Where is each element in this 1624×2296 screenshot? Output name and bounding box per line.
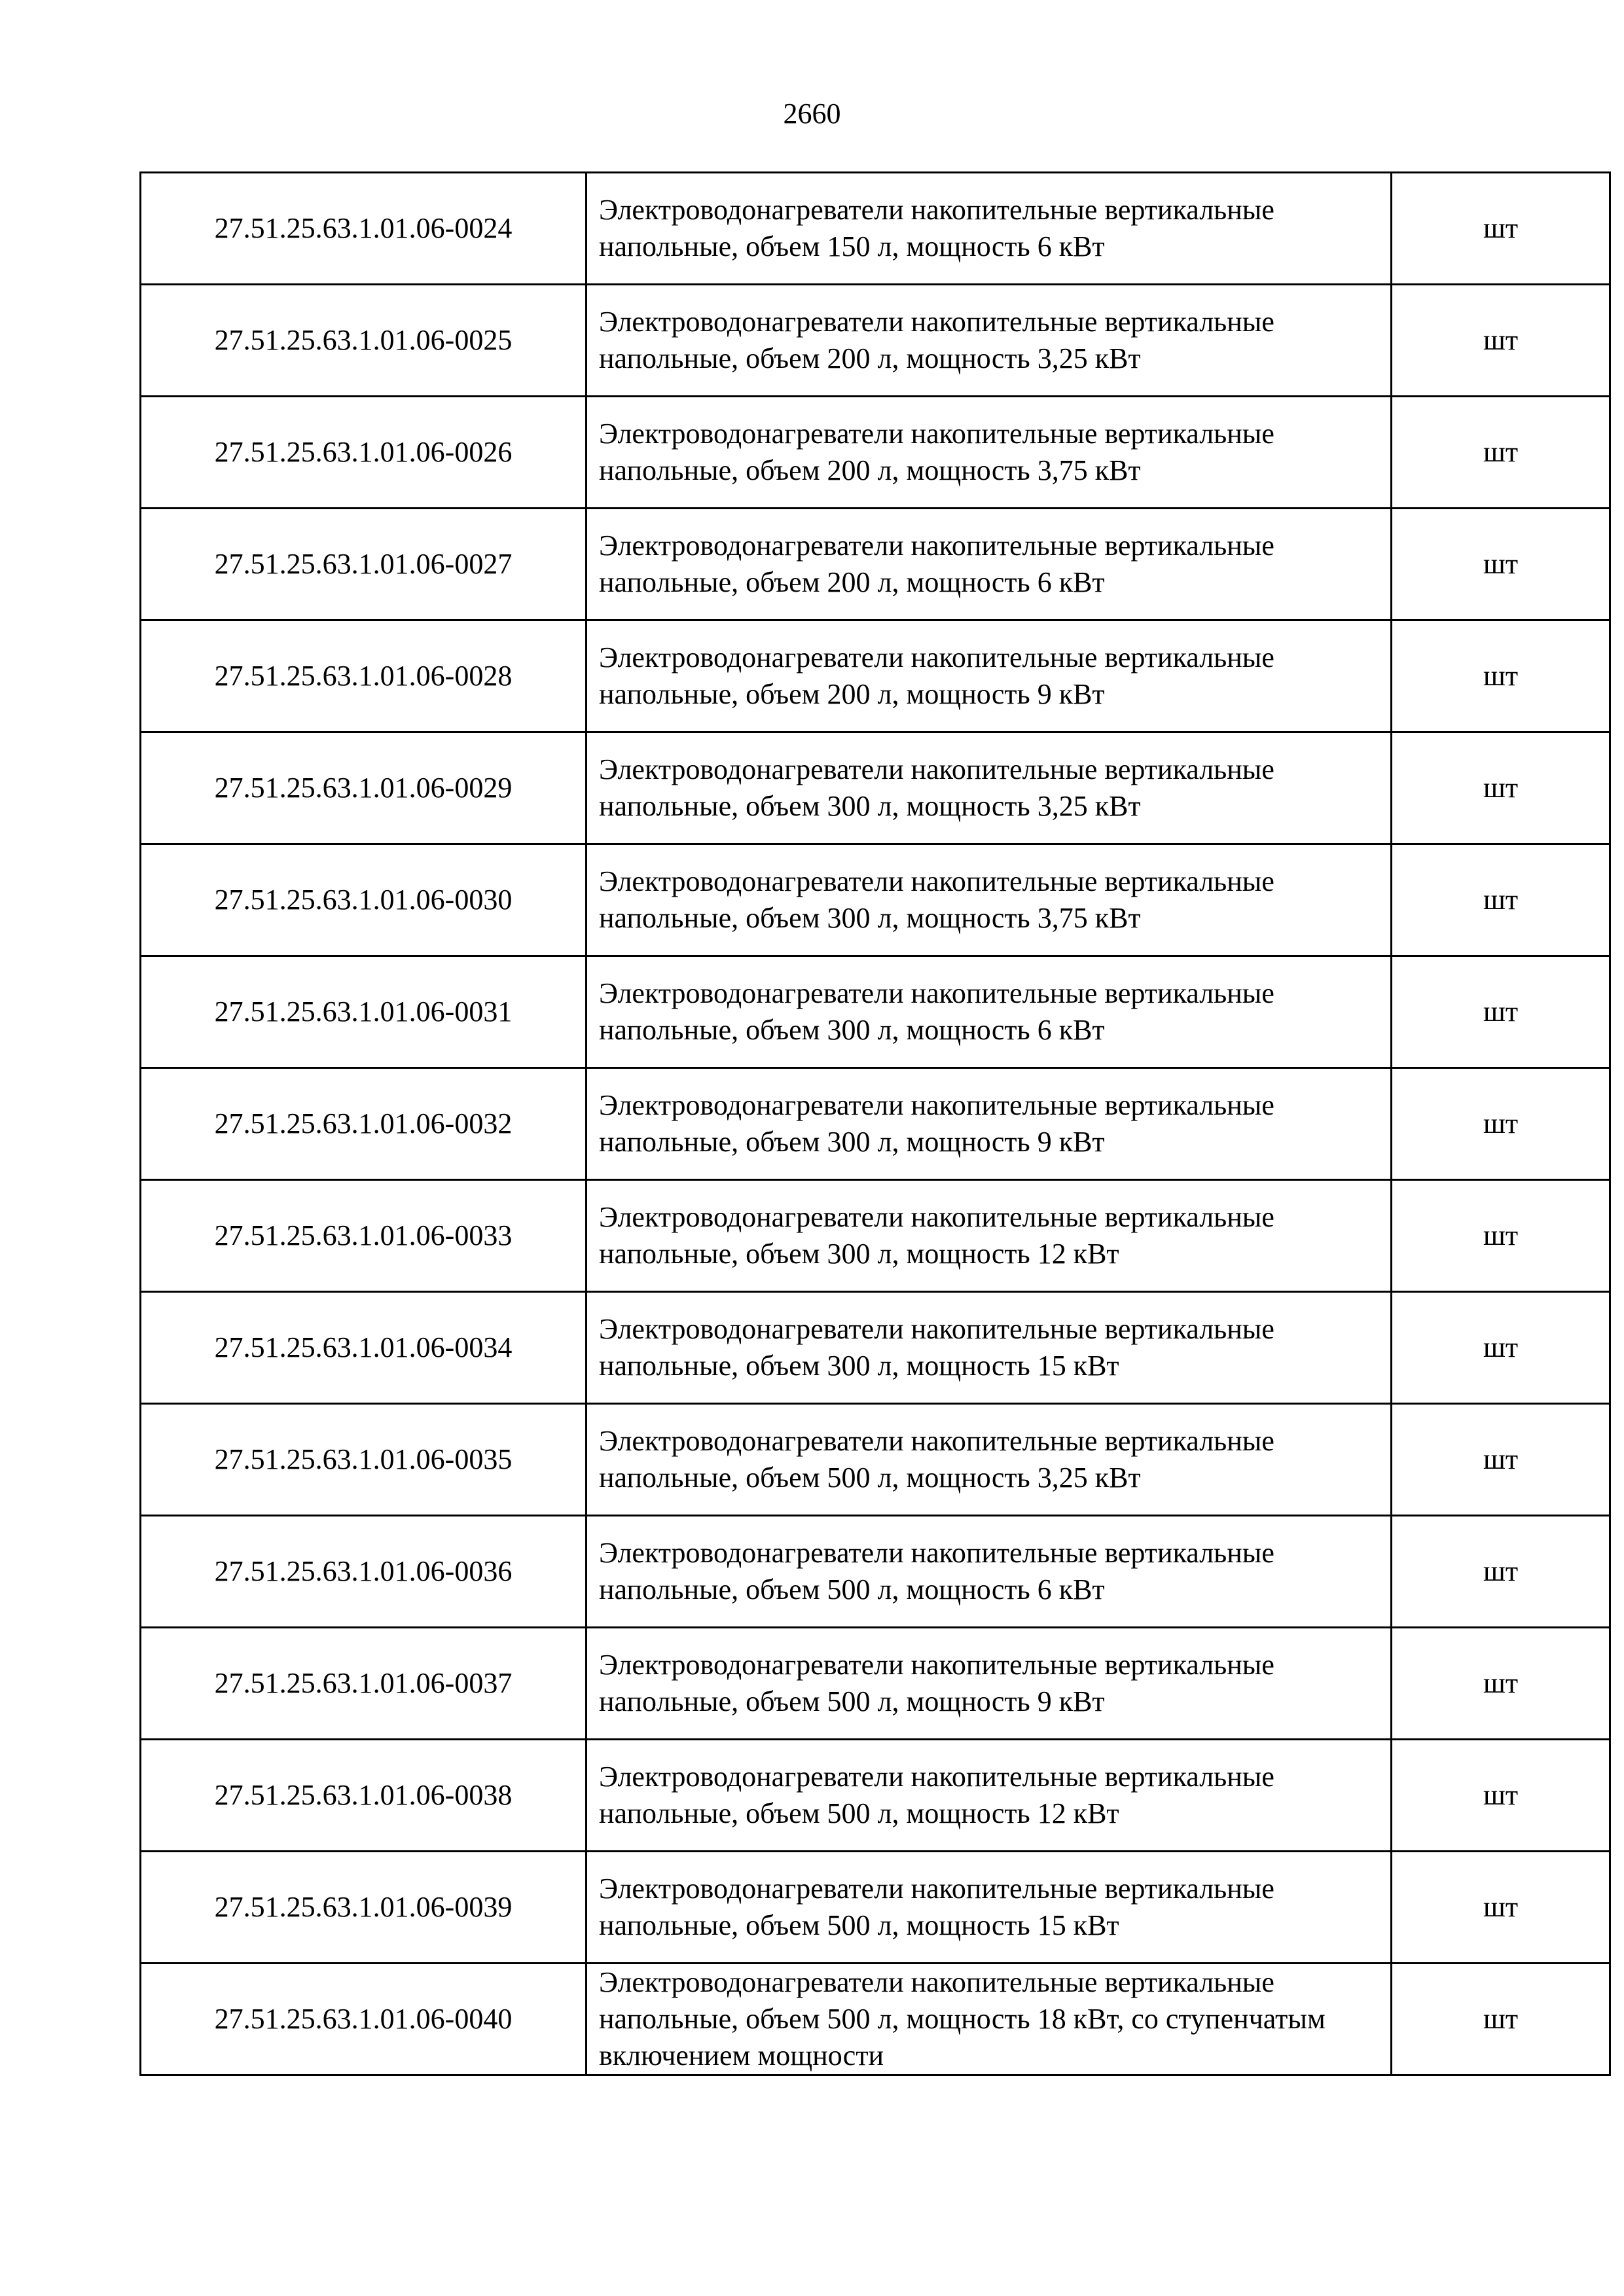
- table-row: [141, 844, 1610, 956]
- unit-cell: шт: [1392, 1404, 1610, 1516]
- description-cell: Электроводонагреватели накопительные вертикальные напольные, объем 150 л, мощность 6 кВт: [586, 173, 1392, 285]
- unit-cell: шт: [1392, 397, 1610, 509]
- description-cell: Электроводонагреватели накопительные вертикальные напольные, объем 300 л, мощность 6 кВт: [586, 956, 1392, 1068]
- table-row: [141, 173, 1610, 285]
- code-cell: 27.51.25.63.1.01.06-0032: [141, 1068, 586, 1180]
- code-cell: 27.51.25.63.1.01.06-0038: [141, 1740, 586, 1852]
- code-cell: 27.51.25.63.1.01.06-0027: [141, 509, 586, 620]
- table-row: [141, 285, 1610, 397]
- description-cell: Электроводонагреватели накопительные вертикальные напольные, объем 500 л, мощность 9 кВт: [586, 1628, 1392, 1740]
- code-cell: 27.51.25.63.1.01.06-0037: [141, 1628, 586, 1740]
- unit-cell: шт: [1392, 1628, 1610, 1740]
- unit-cell: шт: [1392, 1852, 1610, 1964]
- table-row: [141, 620, 1610, 732]
- table-row: [141, 956, 1610, 1068]
- unit-cell: шт: [1392, 1516, 1610, 1628]
- code-cell: 27.51.25.63.1.01.06-0039: [141, 1852, 586, 1964]
- description-cell: Электроводонагреватели накопительные вертикальные напольные, объем 500 л, мощность 18 кВт, со ступенчатым включением мощности: [586, 1964, 1392, 2075]
- table-row: [141, 1180, 1610, 1292]
- unit-cell: шт: [1392, 1180, 1610, 1292]
- code-cell: 27.51.25.63.1.01.06-0040: [141, 1964, 586, 2075]
- code-cell: 27.51.25.63.1.01.06-0036: [141, 1516, 586, 1628]
- code-cell: 27.51.25.63.1.01.06-0035: [141, 1404, 586, 1516]
- code-cell: 27.51.25.63.1.01.06-0030: [141, 844, 586, 956]
- unit-cell: шт: [1392, 285, 1610, 397]
- code-cell: 27.51.25.63.1.01.06-0034: [141, 1292, 586, 1404]
- table-row: [141, 1404, 1610, 1516]
- table-row: [141, 1740, 1610, 1852]
- description-cell: Электроводонагреватели накопительные вертикальные напольные, объем 300 л, мощность 15 кВт: [586, 1292, 1392, 1404]
- description-cell: Электроводонагреватели накопительные вертикальные напольные, объем 200 л, мощность 6 кВт: [586, 509, 1392, 620]
- description-cell: Электроводонагреватели накопительные вертикальные напольные, объем 500 л, мощность 6 кВт: [586, 1516, 1392, 1628]
- description-cell: Электроводонагреватели накопительные вертикальные напольные, объем 500 л, мощность 3,25 кВт: [586, 1404, 1392, 1516]
- description-cell: Электроводонагреватели накопительные вертикальные напольные, объем 500 л, мощность 12 кВт: [586, 1740, 1392, 1852]
- unit-cell: шт: [1392, 1964, 1610, 2075]
- table-row: [141, 1852, 1610, 1964]
- table-row: [141, 732, 1610, 844]
- unit-cell: шт: [1392, 509, 1610, 620]
- description-cell: Электроводонагреватели накопительные вертикальные напольные, объем 300 л, мощность 3,25 кВт: [586, 732, 1392, 844]
- description-cell: Электроводонагреватели накопительные вертикальные напольные, объем 300 л, мощность 12 кВт: [586, 1180, 1392, 1292]
- code-cell: 27.51.25.63.1.01.06-0026: [141, 397, 586, 509]
- code-cell: 27.51.25.63.1.01.06-0025: [141, 285, 586, 397]
- code-cell: 27.51.25.63.1.01.06-0029: [141, 732, 586, 844]
- code-cell: 27.51.25.63.1.01.06-0033: [141, 1180, 586, 1292]
- code-cell: 27.51.25.63.1.01.06-0028: [141, 620, 586, 732]
- catalog-table-body: [141, 173, 1610, 2075]
- unit-cell: шт: [1392, 173, 1610, 285]
- table-row: [141, 1628, 1610, 1740]
- description-cell: Электроводонагреватели накопительные вертикальные напольные, объем 300 л, мощность 3,75 кВт: [586, 844, 1392, 956]
- description-cell: Электроводонагреватели накопительные вертикальные напольные, объем 300 л, мощность 9 кВт: [586, 1068, 1392, 1180]
- unit-cell: шт: [1392, 844, 1610, 956]
- unit-cell: шт: [1392, 1740, 1610, 1852]
- description-cell: Электроводонагреватели накопительные вертикальные напольные, объем 200 л, мощность 9 кВт: [586, 620, 1392, 732]
- code-cell: 27.51.25.63.1.01.06-0031: [141, 956, 586, 1068]
- unit-cell: шт: [1392, 620, 1610, 732]
- table-row: [141, 397, 1610, 509]
- description-cell: Электроводонагреватели накопительные вертикальные напольные, объем 500 л, мощность 15 кВт: [586, 1852, 1392, 1964]
- table-row: [141, 509, 1610, 620]
- catalog-table: [139, 171, 1611, 2076]
- unit-cell: шт: [1392, 1068, 1610, 1180]
- table-row: [141, 1068, 1610, 1180]
- unit-cell: шт: [1392, 956, 1610, 1068]
- page-number: 2660: [783, 98, 841, 130]
- table-row: [141, 1292, 1610, 1404]
- table-row: [141, 1516, 1610, 1628]
- description-cell: Электроводонагреватели накопительные вертикальные напольные, объем 200 л, мощность 3,75 кВт: [586, 397, 1392, 509]
- table-row: [141, 1964, 1610, 2075]
- unit-cell: шт: [1392, 732, 1610, 844]
- unit-cell: шт: [1392, 1292, 1610, 1404]
- description-cell: Электроводонагреватели накопительные вертикальные напольные, объем 200 л, мощность 3,25 кВт: [586, 285, 1392, 397]
- code-cell: 27.51.25.63.1.01.06-0024: [141, 173, 586, 285]
